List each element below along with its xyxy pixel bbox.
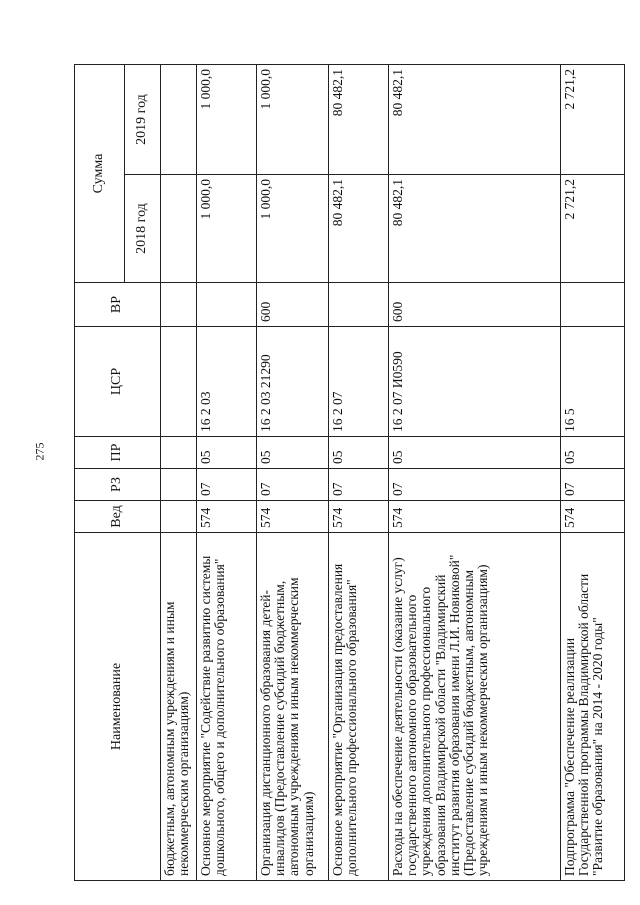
- rotated-page: [74, 65, 614, 881]
- row-name: Расходы на обеспечение деятельности (оказание услуг) государственного автономного образовательного учреждения дополнительного профессионального образования Владимирской области "Владимирский институт развития образования имени Л.И. Новиковой" (Предоставление субсидий бюджетным, автономным учреждениям и иным некоммерческим организациям): [389, 533, 561, 881]
- row-vr: [329, 283, 389, 327]
- header-csr: ЦСР: [75, 327, 161, 437]
- table-row: [161, 65, 197, 881]
- row-2018: 2 721,2: [561, 175, 625, 283]
- row-rz: 07: [389, 469, 561, 501]
- row-ved: 574: [389, 501, 561, 533]
- row-ved: 574: [257, 501, 329, 533]
- row-csr: 16 2 03 21290: [257, 327, 329, 437]
- row-2019: 2 721,2: [561, 65, 625, 175]
- row-vr: [561, 283, 625, 327]
- row-vr: [161, 283, 197, 327]
- table-row: [329, 65, 389, 881]
- row-rz: 07: [329, 469, 389, 501]
- row-pr: 05: [197, 437, 257, 469]
- row-2019: 1 000,0: [197, 65, 257, 175]
- row-name: Подпрограмма "Обеспечение реализации Государственной программы Владимирской области "Развитие образования" на 2014 - 2020 годы": [561, 533, 625, 881]
- row-rz: 07: [197, 469, 257, 501]
- row-vr: 600: [257, 283, 329, 327]
- header-2018: 2018 год: [125, 175, 161, 283]
- table-row: [197, 65, 257, 881]
- row-name: Основное мероприятие "Организация предоставления дополнительного профессионального образования": [329, 533, 389, 881]
- row-rz: 07: [561, 469, 625, 501]
- table-row: [257, 65, 329, 881]
- header-pr: ПР: [75, 437, 161, 469]
- header-rz: РЗ: [75, 469, 161, 501]
- header-ved: Вед: [75, 501, 161, 533]
- row-2019: 1 000,0: [257, 65, 329, 175]
- row-ved: 574: [197, 501, 257, 533]
- row-2018: 1 000,0: [257, 175, 329, 283]
- row-name: бюджетным, автономным учреждениям и иным некоммерческим организациям): [161, 533, 197, 881]
- row-ved: [161, 501, 197, 533]
- row-ved: 574: [329, 501, 389, 533]
- row-name: Организация дистанционного образования детей-инвалидов (Предоставление субсидий бюджетным, автономным учреждениям и иным некоммерческим организациям): [257, 533, 329, 881]
- header-sum: Сумма: [75, 65, 125, 283]
- row-csr: 16 2 03: [197, 327, 257, 437]
- row-2018: 1 000,0: [197, 175, 257, 283]
- row-rz: [161, 469, 197, 501]
- row-name: Основное мероприятие "Содействие развитию системы дошкольного, общего и дополнительного образования": [197, 533, 257, 881]
- row-pr: 05: [389, 437, 561, 469]
- header-vr: ВР: [75, 283, 161, 327]
- budget-table: [74, 64, 625, 881]
- table-row: [561, 65, 625, 881]
- row-vr: 600: [389, 283, 561, 327]
- row-csr: 16 2 07: [329, 327, 389, 437]
- row-csr: 16 2 07 И0590: [389, 327, 561, 437]
- row-pr: 05: [329, 437, 389, 469]
- row-2019: 80 482,1: [329, 65, 389, 175]
- row-2018: 80 482,1: [389, 175, 561, 283]
- row-csr: 16 5: [561, 327, 625, 437]
- row-2018: 80 482,1: [329, 175, 389, 283]
- row-2019: [161, 65, 197, 175]
- row-2019: 80 482,1: [389, 65, 561, 175]
- row-2018: [161, 175, 197, 283]
- header-name: Наименование: [75, 533, 161, 881]
- header-2019: 2019 год: [125, 65, 161, 175]
- row-pr: 05: [561, 437, 625, 469]
- row-vr: [197, 283, 257, 327]
- page-number: 275: [32, 442, 47, 461]
- row-csr: [161, 327, 197, 437]
- table-row: [389, 65, 561, 881]
- row-pr: [161, 437, 197, 469]
- row-rz: 07: [257, 469, 329, 501]
- row-pr: 05: [257, 437, 329, 469]
- header-row-1: [75, 65, 125, 881]
- row-ved: 574: [561, 501, 625, 533]
